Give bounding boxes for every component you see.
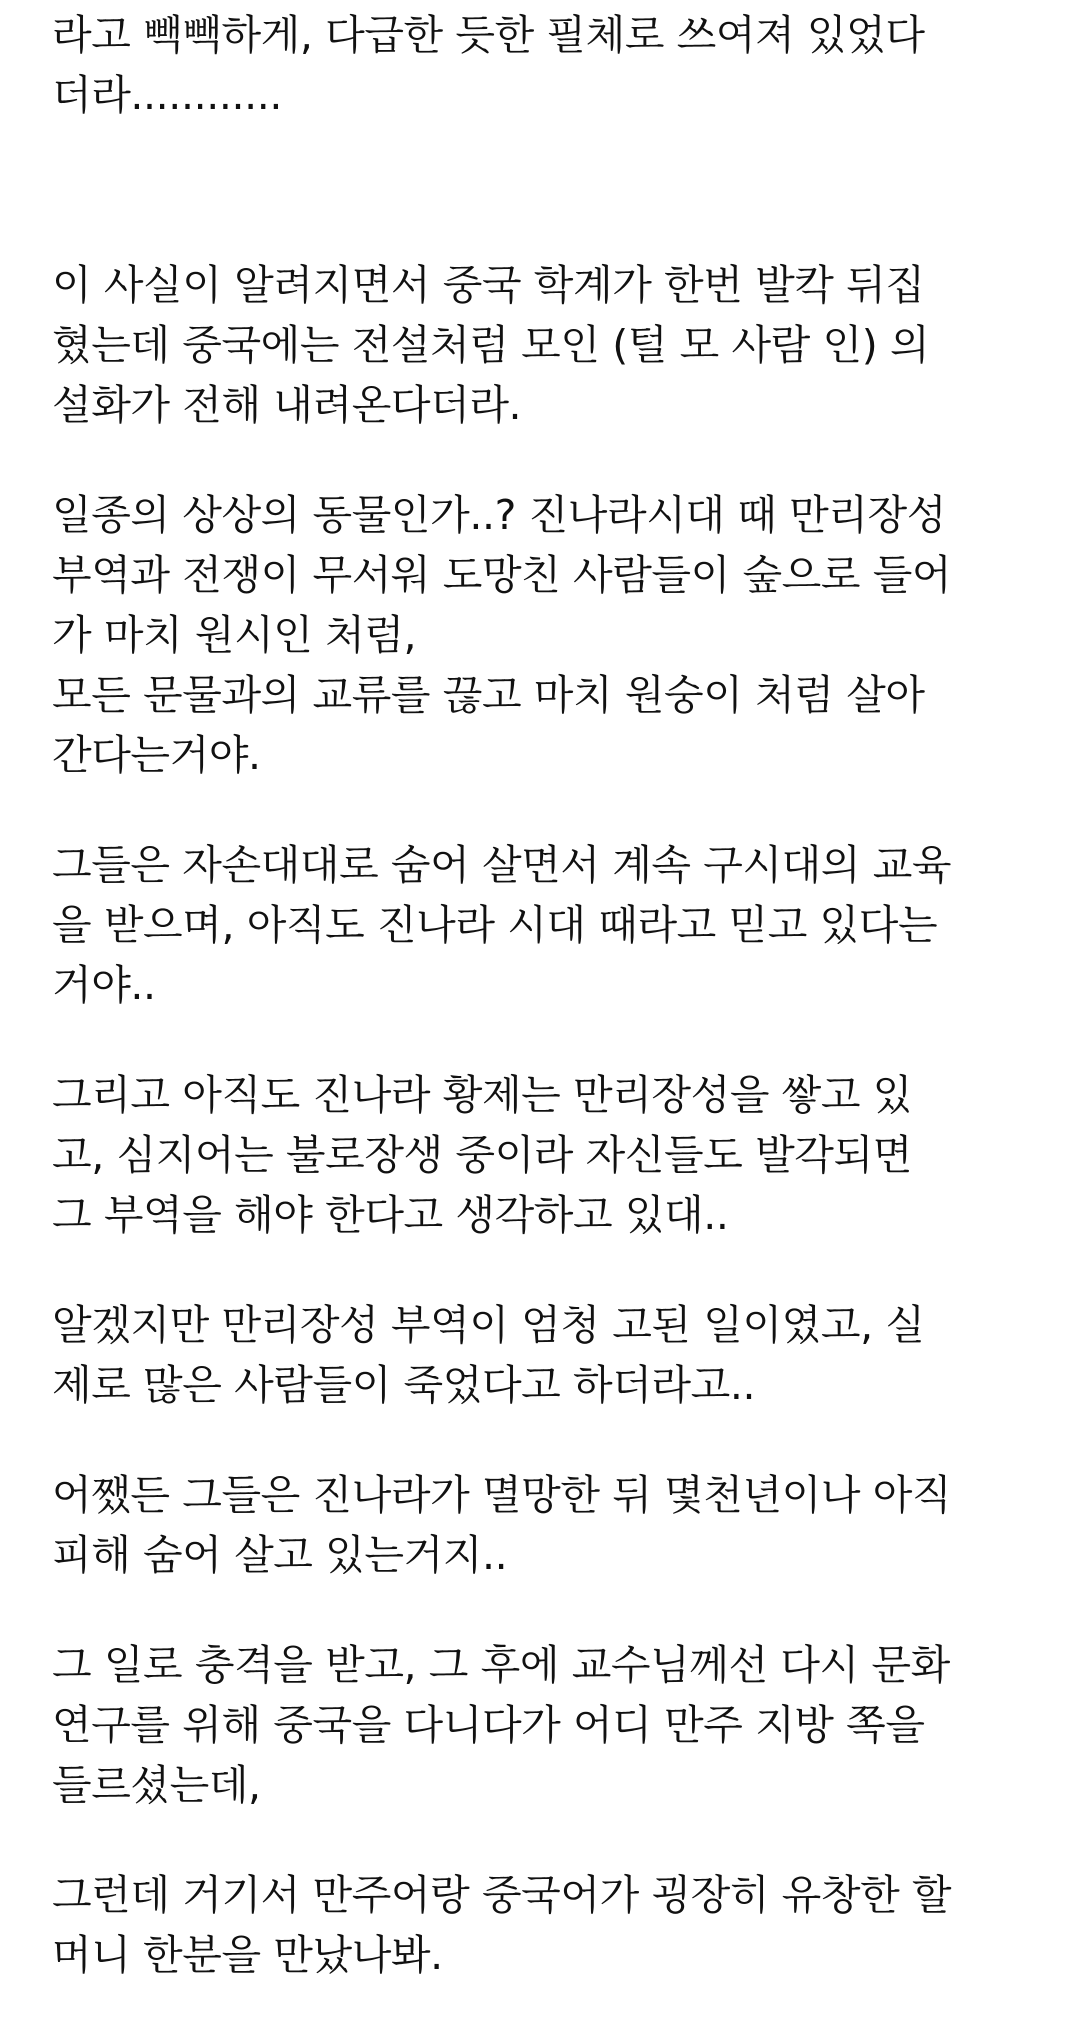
text-line: 모든 문물과의 교류를 끊고 마치 원숭이 처럼 살아 bbox=[52, 671, 925, 719]
text-line: 들르셨는데, bbox=[52, 1761, 261, 1809]
text-line: 부역과 전쟁이 무서워 도망친 사람들이 숲으로 들어 bbox=[52, 551, 952, 599]
text-line: 피해 숨어 살고 있는거지.. bbox=[52, 1531, 508, 1579]
text-line: 라고 빽빽하게, 다급한 듯한 필체로 쓰여져 있었다 bbox=[52, 11, 925, 59]
text-line: 가 마치 원시인 처럼, bbox=[52, 611, 417, 659]
text-line: 일종의 상상의 동물인가..? 진나라시대 때 만리장성 bbox=[52, 491, 946, 539]
text-line: 간다는거야. bbox=[52, 731, 261, 779]
text-line: 을 받으며, 아직도 진나라 시대 때라고 믿고 있다는 bbox=[52, 901, 938, 949]
text-line: 제로 많은 사람들이 죽었다고 하더라고.. bbox=[52, 1361, 756, 1409]
text-line: 혔는데 중국에는 전설처럼 모인 (털 모 사람 인) 의 bbox=[52, 321, 930, 369]
text-line: 그들은 자손대대로 숨어 살면서 계속 구시대의 교육 bbox=[52, 841, 952, 889]
text-line: 더라............ bbox=[52, 71, 283, 119]
text-line: 이 사실이 알려지면서 중국 학계가 한번 발칵 뒤집 bbox=[52, 261, 925, 309]
text-line: 설화가 전해 내려온다더라. bbox=[52, 381, 522, 429]
text-line: 알겠지만 만리장성 부역이 엄청 고된 일이였고, 실 bbox=[52, 1301, 925, 1349]
text-line: 그 일로 충격을 받고, 그 후에 교수님께선 다시 문화 bbox=[52, 1641, 950, 1689]
text-line: 어쨌든 그들은 진나라가 멸망한 뒤 몇천년이나 아직 bbox=[52, 1471, 952, 1519]
text-line: 그 부역을 해야 한다고 생각하고 있대.. bbox=[52, 1191, 729, 1239]
text-line: 머니 한분을 만났나봐. bbox=[52, 1931, 443, 1979]
text-line: 고, 심지어는 불로장생 중이라 자신들도 발각되면 bbox=[52, 1131, 912, 1179]
text-line: 거야.. bbox=[52, 961, 156, 1009]
text-line: 연구를 위해 중국을 다니다가 어디 만주 지방 쪽을 bbox=[52, 1701, 925, 1749]
text-line: 그리고 아직도 진나라 황제는 만리장성을 쌓고 있 bbox=[52, 1071, 912, 1119]
text-line: 그런데 거기서 만주어랑 중국어가 굉장히 유창한 할 bbox=[52, 1871, 952, 1919]
